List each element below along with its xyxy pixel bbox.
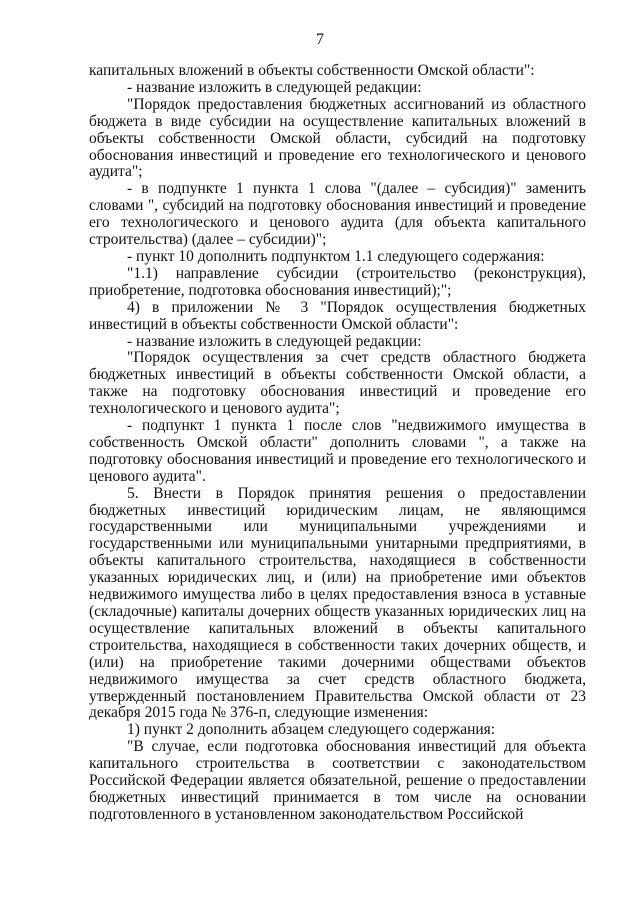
paragraph-subitem-1-1: "1.1) направление субсидии (строительство (реконструкция), приобретение, подготовка обоснования инвестиций);";: [89, 264, 586, 299]
paragraph-point-2-addition: 1) пункт 2 дополнить абзацем следующего содержания:: [127, 721, 496, 739]
paragraph-title-rename-instruction: - название изложить в следующей редакции:: [127, 78, 422, 96]
paragraph-quoted-addition: "В случае, если подготовка обоснования инвестиций для объекта капитального строительства в соответствии с законодательством Российской Федерации является обязательной, решение о предоставлении бюджетных инвестиций принимается в том числе на основании подготовленного в установленном законодательством Российской: [89, 738, 586, 823]
document-body: [89, 63, 586, 824]
page-number: 7: [316, 31, 324, 48]
paragraph-title-rename-instruction-2: - название изложить в следующей редакции:: [127, 332, 422, 350]
paragraph-item-5: 5. Внести в Порядок принятия решения о предоставлении бюджетных инвестиций юридическим лицам, не являющимся государственными или муниципальными учреждениями и государственными или муниципальными унитарными предприятиями, в объекты капитального строительства, находящиеся в собственности указанных юридических лиц, и (или) на приобретение ими объектов недвижимого имущества либо в целях предоставления взноса в уставные (складочные) капиталы дочерних обществ указанных юридических лиц на осуществление капитальных вложений в объекты капитального строительства, находящиеся в собственности таких дочерних обществ, и (или) на приобретение такими дочерними обществами объектов недвижимого имущества за счет средств областного бюджета, утвержденный постановлением Правительства Омской области от 23 декабря 2015 года № 376-п, следующие изменения:: [89, 484, 586, 722]
paragraph-new-title-quote: "Порядок предоставления бюджетных ассигнований из областного бюджета в виде субсидии на осуществление капитальных вложений в объекты собственности Омской области, субсидий на подготовку обоснования инвестиций и проведение его технологического и ценового аудита";: [89, 95, 586, 181]
paragraph-appendix-3: 4) в приложении № 3 "Порядок осуществления бюджетных инвестиций в объекты собственности Омской области":: [89, 298, 586, 333]
paragraph-point-10-addition: - пункт 10 дополнить подпунктом 1.1 следующего содержания:: [127, 247, 545, 265]
paragraph-new-title-quote-2: "Порядок осуществления за счет средств областного бюджета бюджетных инвестиций в объекты собственности Омской области, а также на подготовку обоснования инвестиций и проведение его технологического и ценового аудита";: [89, 349, 586, 418]
paragraph-subitem-replacement: - в подпункте 1 пункта 1 слова "(далее – субсидия)" заменить словами ", субсидий на подготовку обоснования инвестиций и проведение его технологического и ценового аудита (для объекта капитального строительства) (далее – субсидии)";: [89, 180, 586, 249]
paragraph-continuation: капитальных вложений в объекты собственности Омской области":: [89, 62, 535, 79]
paragraph-subitem-addition: - подпункт 1 пункта 1 после слов "недвижимого имущества в собственность Омской области" дополнить словами ", а также на подготовку обоснования инвестиций и проведение его технологического и ценового аудита".: [89, 417, 586, 485]
